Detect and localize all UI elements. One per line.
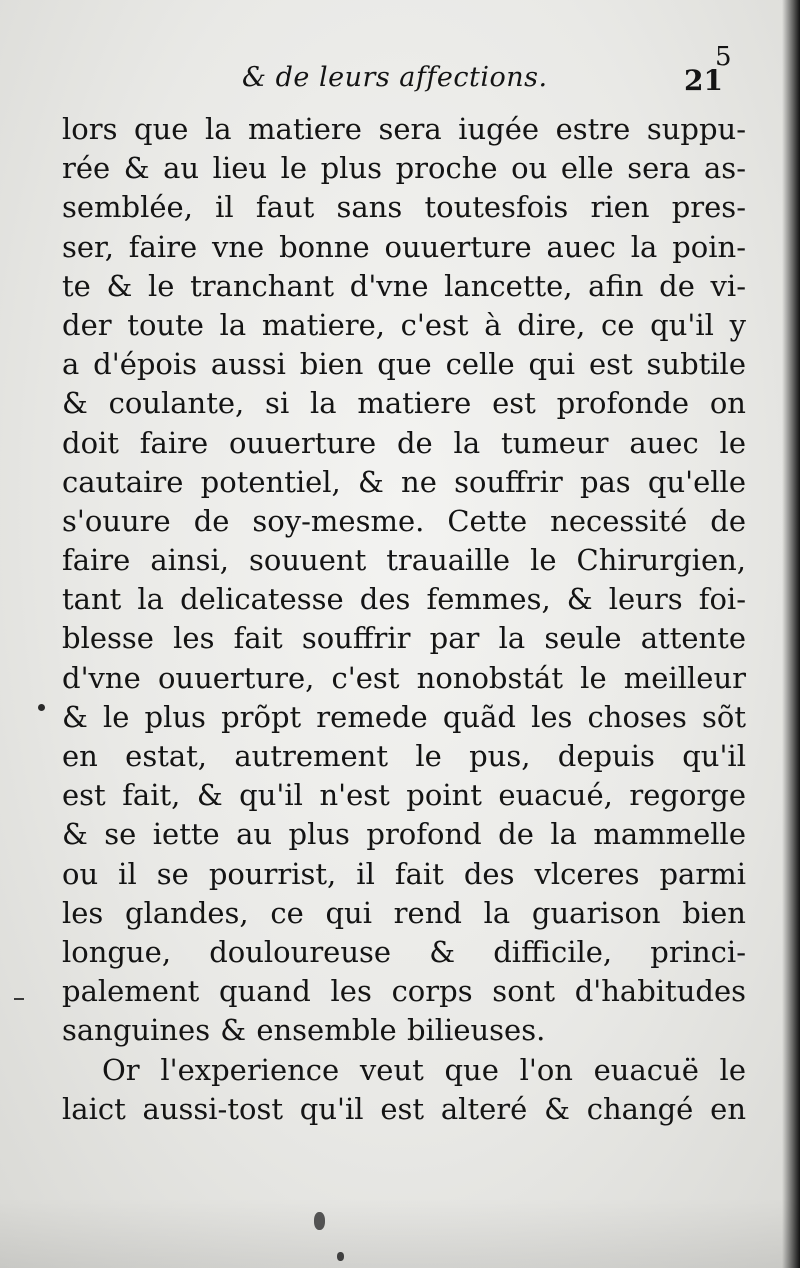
page-number: 21 (684, 64, 723, 97)
text-line: d'vne ouuerture, c'est nonobstát le meilleur (62, 660, 746, 695)
text-line: s'ouure de soy-mesme. Cette necessité de (62, 503, 746, 538)
text-line: faire ainsi, souuent trauaille le Chirurgien, (62, 543, 746, 578)
margin-mark (38, 704, 45, 711)
text-line: te & le tranchant d'vne lancette, afin de vi- (62, 268, 746, 303)
body-text (62, 110, 746, 1129)
text-line: rée & au lieu le plus proche ou elle sera as- (62, 151, 746, 186)
text-line: blesse les fait souffrir par la seule attente (62, 621, 746, 656)
signature-mark: 5 (715, 42, 732, 72)
page-shadow (0, 1198, 800, 1268)
text-line: tant la delicatesse des femmes, & leurs foi- (62, 582, 746, 617)
text-line: laict aussi-tost qu'il est alteré & changé en (62, 1091, 746, 1126)
text-line: en estat, autrement le pus, depuis qu'il (62, 739, 746, 773)
text-line: ser, faire vne bonne ouuerture auec la poin- (62, 229, 746, 264)
text-line: & se iette au plus profond de la mammelle (62, 817, 746, 852)
paragraph-start-line: Or l'experience veut que l'on euacuë le (102, 1052, 746, 1087)
text-line: & le plus prõpt remede quãd les choses sõt (62, 699, 746, 734)
page-binding-edge (782, 0, 800, 1268)
text-line: cautaire potentiel, & ne souffrir pas qu'elle (62, 464, 746, 499)
text-line: lors que la matiere sera iugée estre suppu- (62, 112, 746, 146)
text-line: les glandes, ce qui rend la guarison bien (62, 895, 746, 930)
page-header (0, 42, 800, 98)
margin-mark (14, 998, 24, 1000)
text-line: doit faire ouuerture de la tumeur auec le (62, 425, 746, 460)
text-line: a d'épois aussi bien que celle qui est subtile (62, 347, 746, 382)
text-line: semblée, il faut sans toutesfois rien pres- (62, 190, 746, 225)
text-line: longue, douloureuse & difficile, princi- (62, 934, 746, 969)
text-line: & coulante, si la matiere est profonde on (62, 386, 746, 421)
running-title: & de leurs affections. (242, 62, 548, 93)
text-line: ou il se pourrist, il fait des vlceres parmi (62, 856, 746, 891)
text-line: est fait, & qu'il n'est point euacué, regorge (62, 778, 746, 813)
paragraph-end-line: sanguines & ensemble bilieuses. (62, 1013, 546, 1048)
text-line: der toute la matiere, c'est à dire, ce qu'il y (62, 307, 746, 342)
text-line: palement quand les corps sont d'habitudes (62, 974, 746, 1009)
